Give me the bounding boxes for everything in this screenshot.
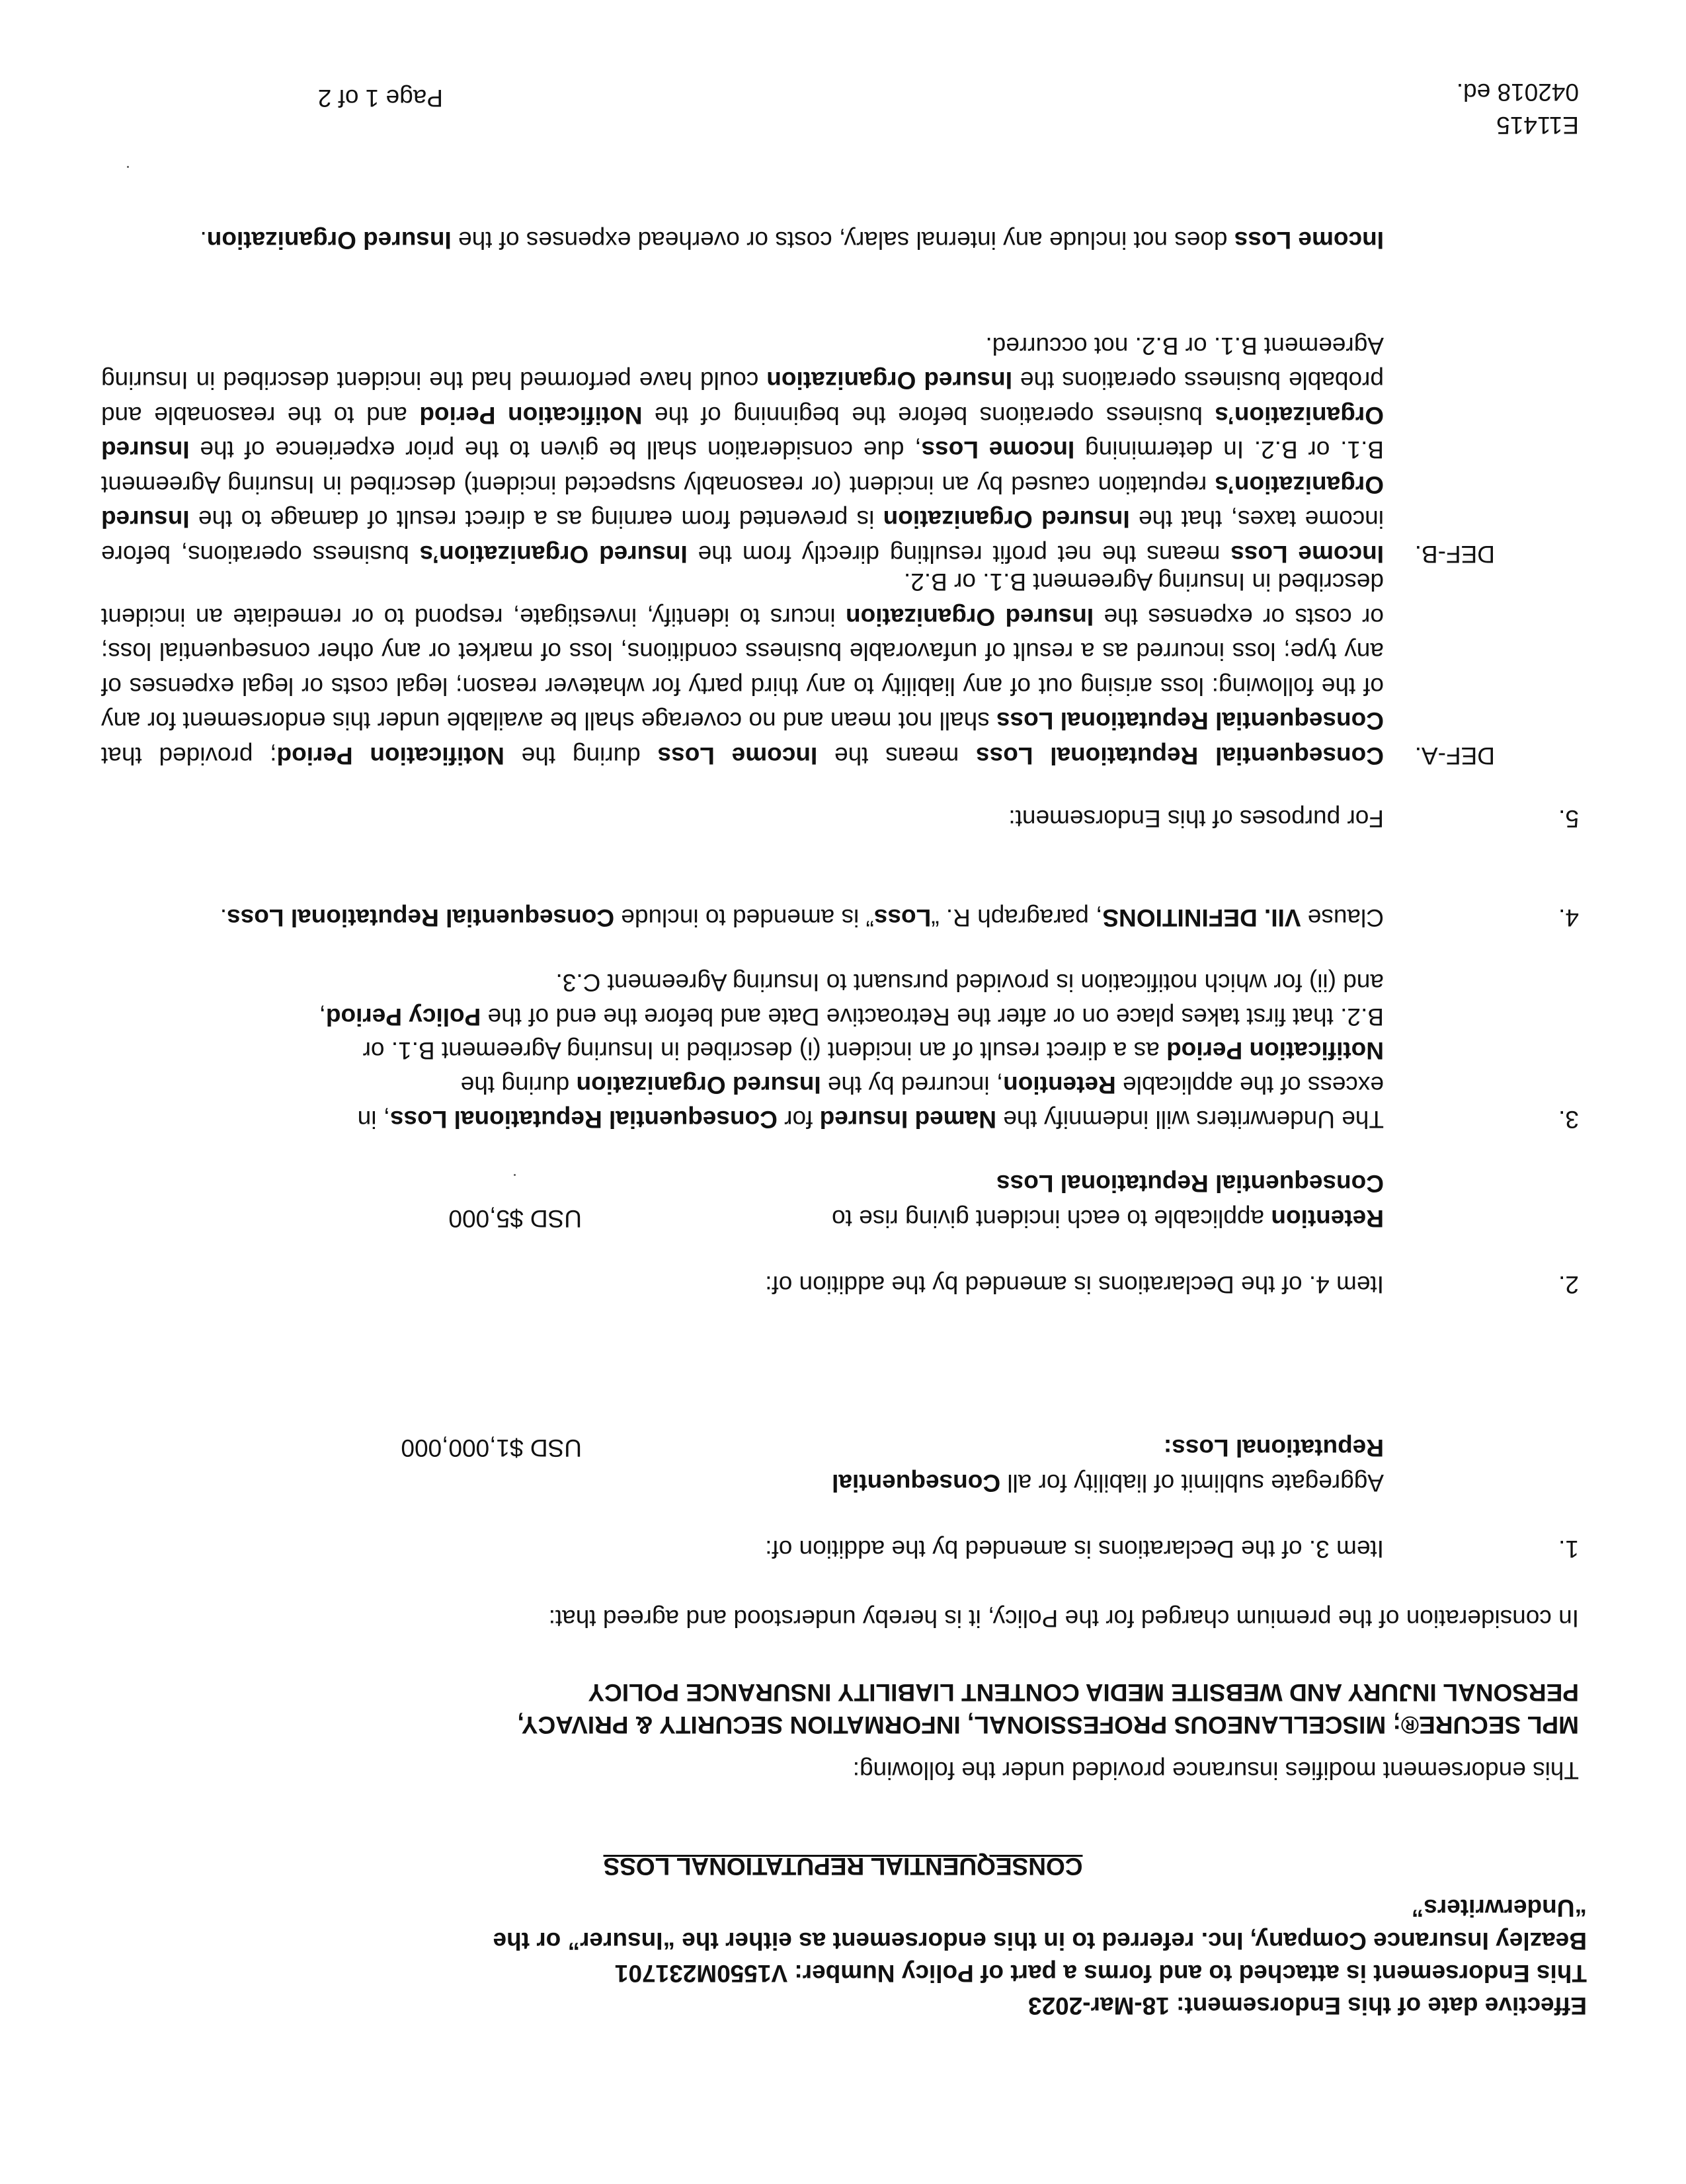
form-number: E11415 [1496,112,1579,139]
item-2-retention: Retention applicable to each incident giving rise to Consequential Reputational Loss [832,1170,1384,1232]
form-edition: 042018 ed. [1456,79,1579,106]
definition-b-exclusion: Income Loss does not include any internal salary, costs or overhead expenses of the Insured Organization. [200,227,1384,254]
item-2-text: Item 4. of the Declarations is amended by the addition of: [765,1271,1384,1298]
scan-speck [514,1174,516,1176]
page-number: Page 1 of 2 [317,85,443,112]
definition-a: DEF-A. Consequential Reputational Loss means the Income Loss during the Notification Period; provided that Consequential Reputational Loss shall not mean and no coverage shall be available under this endorsement for any of the following: loss arising out of any liability to any third party for whatever reason; legal costs or legal expenses of any type; loss incurred as a result of unfavorable business conditions, loss of market or any other consequential loss; or costs or expenses the Insured Organization incurs to identify, investigate, respond to or remediate an incident described in Insuring Agreement B.1. or B.2. [101,565,1384,773]
consideration-line: In consideration of the premium charged for the Policy, it is hereby understood and agreed that: [548,1605,1579,1632]
item-5-number: 5. [1558,805,1579,832]
item-1-text: Item 3. of the Declarations is amended by the addition of: [765,1536,1384,1563]
policy-forms-line-2: PERSONAL INJURY AND WEBSITE MEDIA CONTENT LIABILITY INSURANCE POLICY [588,1678,1579,1706]
underwriters-line: “Underwriters” [1411,1894,1587,1922]
item-1-number: 1. [1558,1536,1579,1563]
item-1-sublimit: Aggregate sublimit of liability for all Consequential Reputational Loss: [832,1434,1384,1497]
endorsement-header [106,1892,1587,2022]
item-2-amount: USD $5,000 [448,1205,582,1232]
item-5-text: For purposes of this Endorsement: [1008,805,1384,832]
effective-date-line: Effective date of this Endorsement: 18-Mar-2023 [1027,1992,1587,2019]
policy-forms [124,1676,1579,1741]
modifies-line: This endorsement modifies insurance provided under the following: [852,1757,1579,1784]
item-3-number: 3. [1558,1106,1579,1133]
policy-attachment-line: This Endorsement is attached to and forms a part of Policy Number: V1550M231701 [614,1959,1587,1987]
endorsement-title [0,1848,1686,1883]
policy-forms-line-1: MPL SECURE®; MISCELLANEOUS PROFESSIONAL, INFORMATION SECURITY & PRIVACY, [517,1711,1579,1738]
scan-speck [127,166,129,168]
item-4-number: 4. [1558,904,1579,931]
definition-a-label: DEF-A. [1414,742,1495,769]
form-number-block [1457,75,1579,141]
item-4-text: Clause VII. DEFINITIONS, paragraph R. “Loss” is amended to include Consequential Reputational Loss. [220,904,1384,931]
title-text: CONSEQUENTIAL REPUTATIONAL LOSS [603,1853,1083,1880]
item-3-text: The Underwriters will indemnify the Named Insured for Consequential Reputational Loss, in excess of the applicable Retention, incurred by the Insured Organization during the Notification Period as a direct result of an incident (i) described in Insuring Agreement B.1. or B.2. that first takes place on or after the Retroactive Date and before the end of the Policy Period, and (ii) for which notification is provided pursuant to Insuring Agreement C.3. [319,968,1384,1133]
definition-b: DEF-B. Income Loss means the net profit resulting directly from the Insured Organization’s business operations, before income taxes, that the Insured Organization is prevented from earning as a direct result of damage to the Insured Organization’s reputation caused by an incident (or reasonably suspected incident) described in Insuring Agreement B.1. or B.2. In determining Income Loss, due consideration shall be given to the prior experience of the Insured Organization’s business operations before the beginning of the Notification Period and to the reasonable and probable business operations the Insured Organization could have performed had the incident described in Insuring Agreement B.1. or B.2. not occurred. [101,328,1384,571]
definition-b-label: DEF-B. [1414,541,1495,568]
item-2-number: 2. [1558,1271,1579,1298]
item-1-amount: USD $1,000,000 [401,1434,582,1462]
insurer-line: Beazley Insurance Company, Inc. referred to in this endorsement as either the “Insurer” or the [493,1927,1587,1955]
